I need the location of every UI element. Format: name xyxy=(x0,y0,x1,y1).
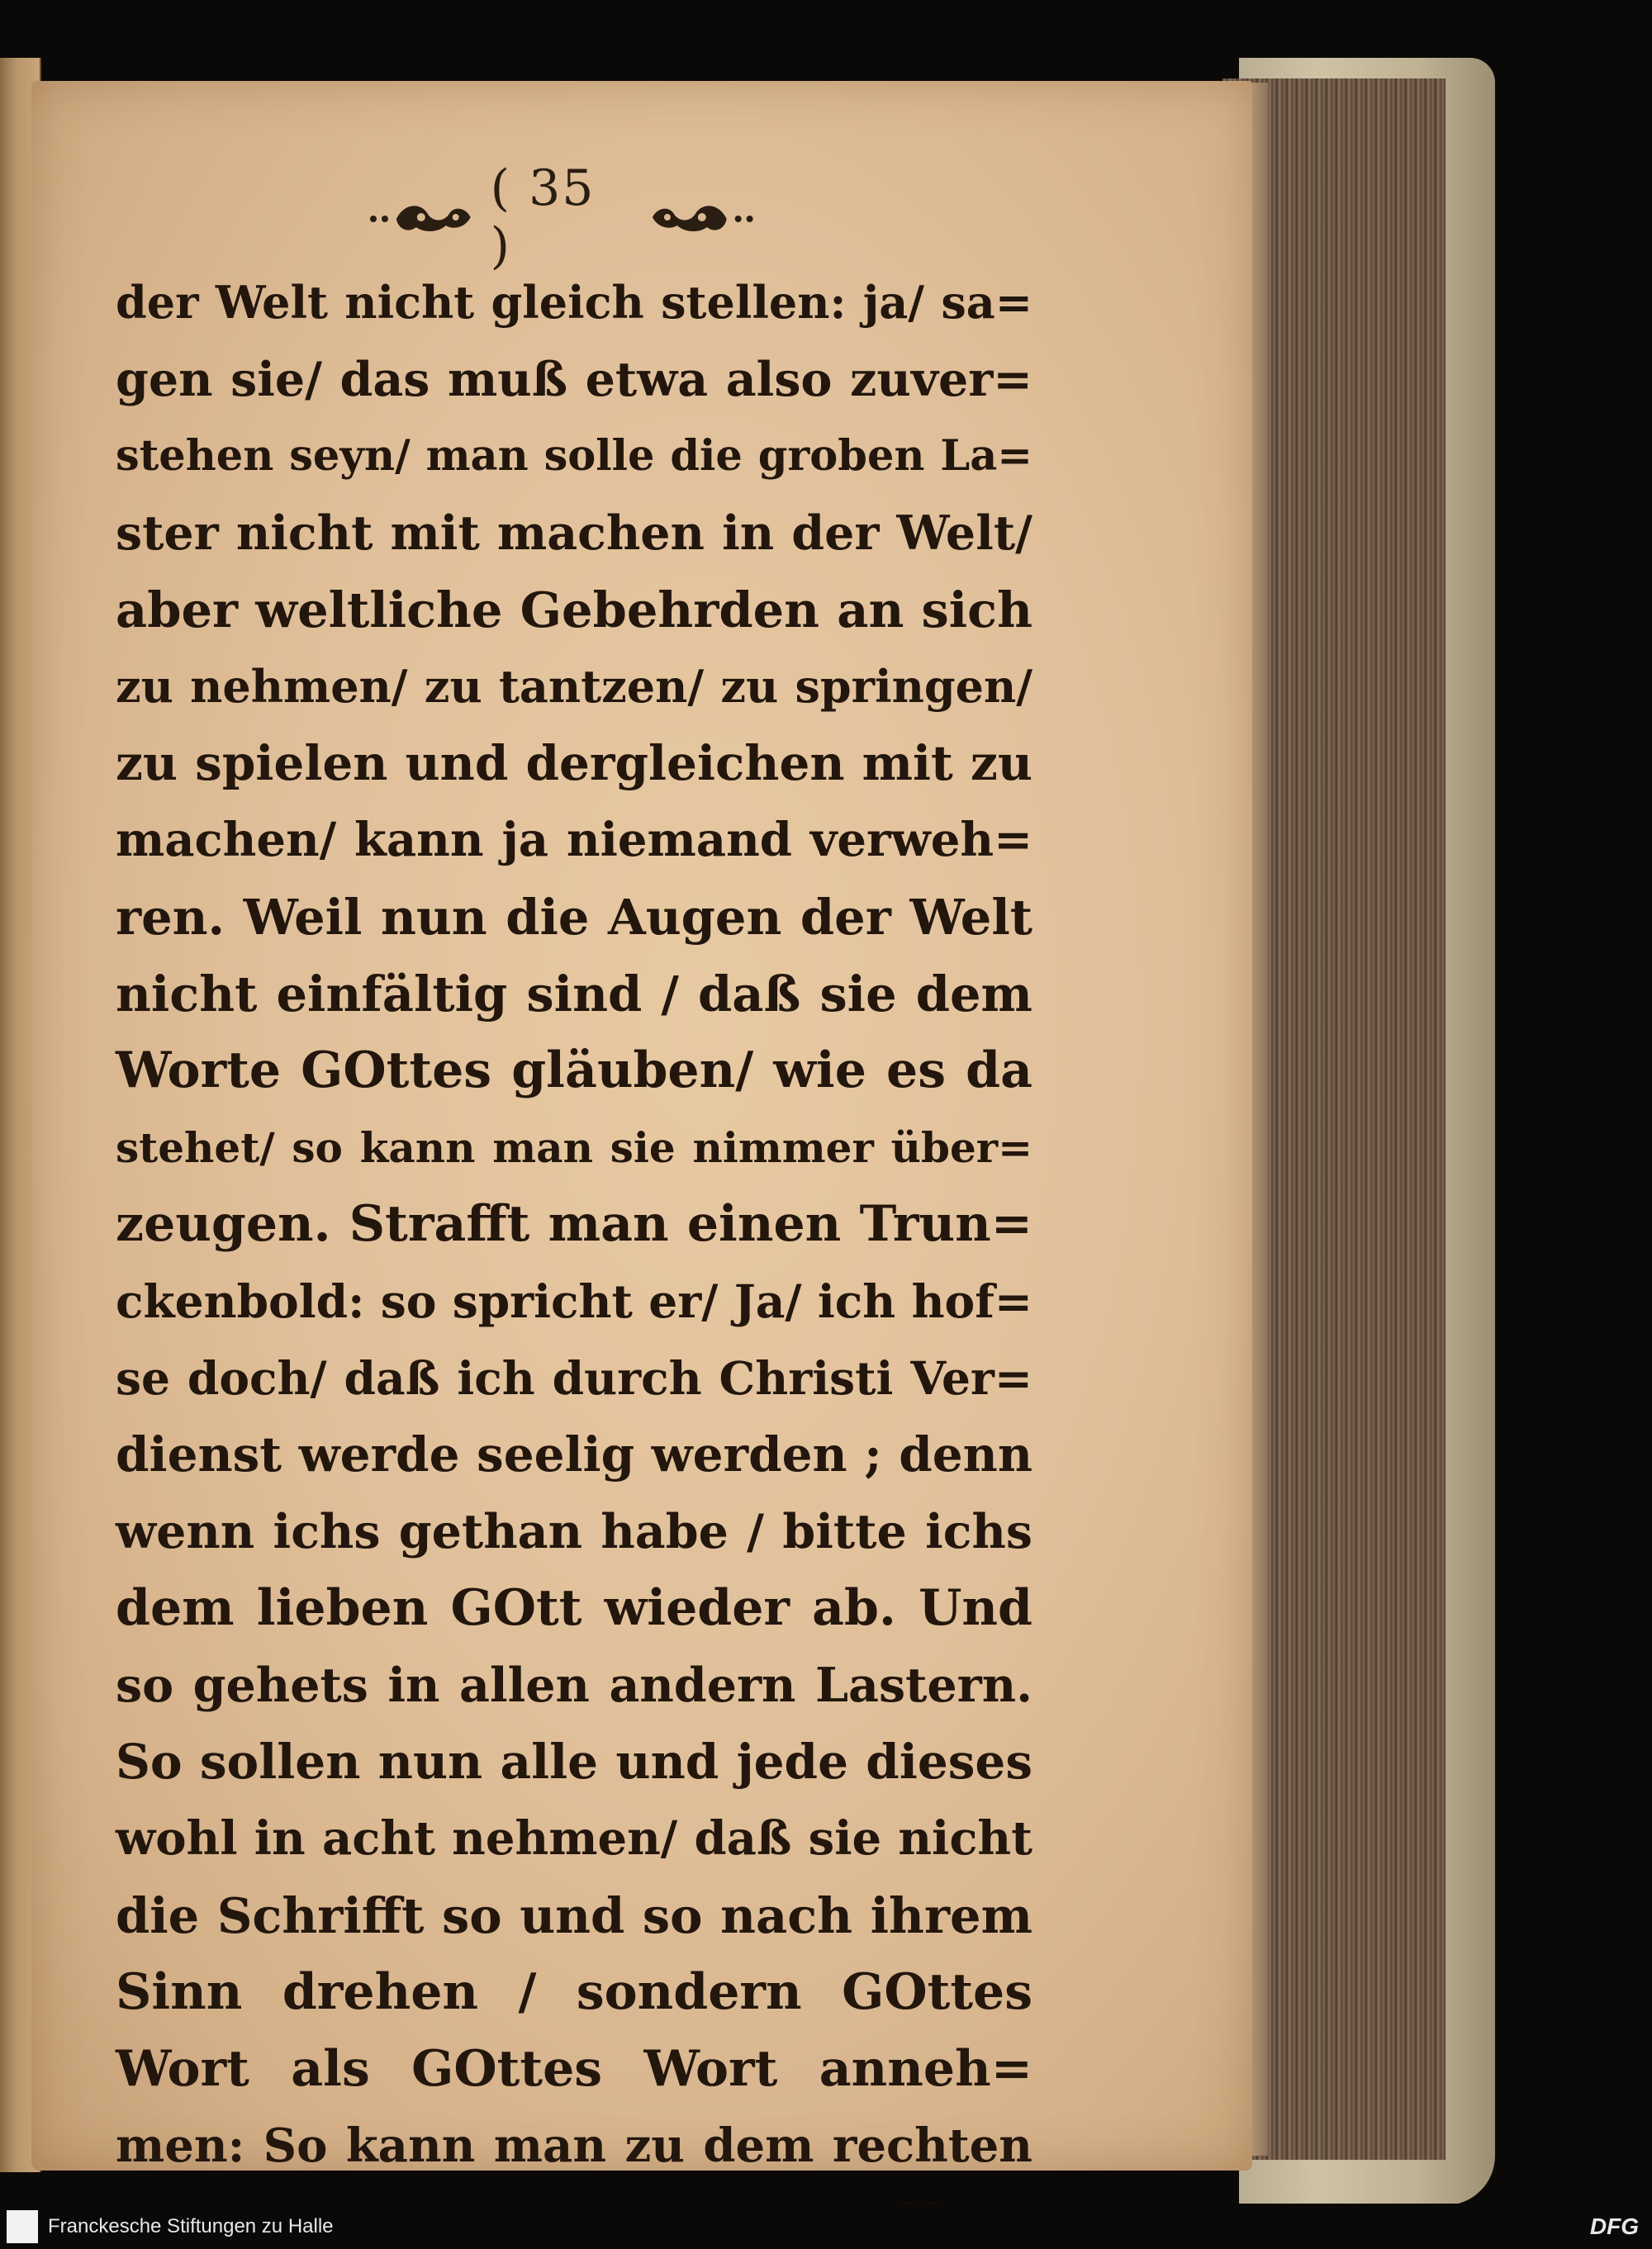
text-line: men: So kann man zu dem rechten xyxy=(116,2119,1032,2173)
text-line: stehen seyn/ man solle die groben La= xyxy=(116,431,1032,481)
text-line: zu nehmen/ zu tantzen/ zu springen/ xyxy=(116,660,1032,713)
page-header xyxy=(363,159,760,275)
text-line: Sinn drehen / sondern GOttes xyxy=(116,1963,1032,2021)
dfg-logo: DFG xyxy=(1589,2213,1639,2239)
text-line: der Welt nicht gleich stellen: ja/ sa= xyxy=(116,276,1032,329)
text-line: Worte GOttes gläuben/ wie es da xyxy=(116,1041,1032,1099)
text-line: dem lieben GOtt wieder ab. Und xyxy=(116,1579,1032,1637)
text-line: wenn ichs gethan habe / bitte ichs xyxy=(116,1504,1032,1559)
institution-logo-icon xyxy=(7,2210,38,2243)
book-page xyxy=(31,81,1252,2171)
text-line: machen/ kann ja niemand verweh= xyxy=(116,813,1032,867)
text-line: zu spielen und dergleichen mit zu xyxy=(116,735,1032,791)
text-line: se doch/ daß ich durch Christi Ver= xyxy=(116,1351,1032,1405)
text-line: ren. Weil nun die Augen der Welt xyxy=(116,889,1032,946)
text-line: ckenbold: so spricht er/ Ja/ ich hof= xyxy=(116,1274,1032,1328)
text-line: aber weltliche Gebehrden an sich xyxy=(116,581,1032,638)
text-line: Wort als GOttes Wort anneh= xyxy=(116,2040,1032,2098)
text-line: dienst werde seelig werden ; denn xyxy=(116,1426,1032,1483)
right-ornament-icon xyxy=(644,194,760,240)
institution-name: Franckesche Stiftungen zu Halle xyxy=(48,2215,334,2237)
text-line: die Schrifft so und so nach ihrem xyxy=(116,1887,1032,1944)
text-line: stehet/ so kann man sie nimmer über= xyxy=(116,1123,1032,1172)
text-line: nicht einfältig sind / daß sie dem xyxy=(116,966,1032,1022)
text-line: So sollen nun alle und jede dieses xyxy=(116,1734,1032,1790)
body-text xyxy=(116,264,1032,2249)
text-line: so gehets in allen andern Lastern. xyxy=(116,1658,1032,1713)
text-line: wohl in acht nehmen/ daß sie nicht xyxy=(116,1811,1032,1866)
left-ornament-icon xyxy=(363,194,479,240)
text-line: ster nicht mit machen in der Welt/ xyxy=(116,505,1032,561)
page-number: ( 35 ) xyxy=(490,159,596,275)
text-line: zeugen. Strafft man einen Trun= xyxy=(116,1195,1032,1253)
text-line: gen sie/ das muß etwa also zuver= xyxy=(116,352,1032,407)
